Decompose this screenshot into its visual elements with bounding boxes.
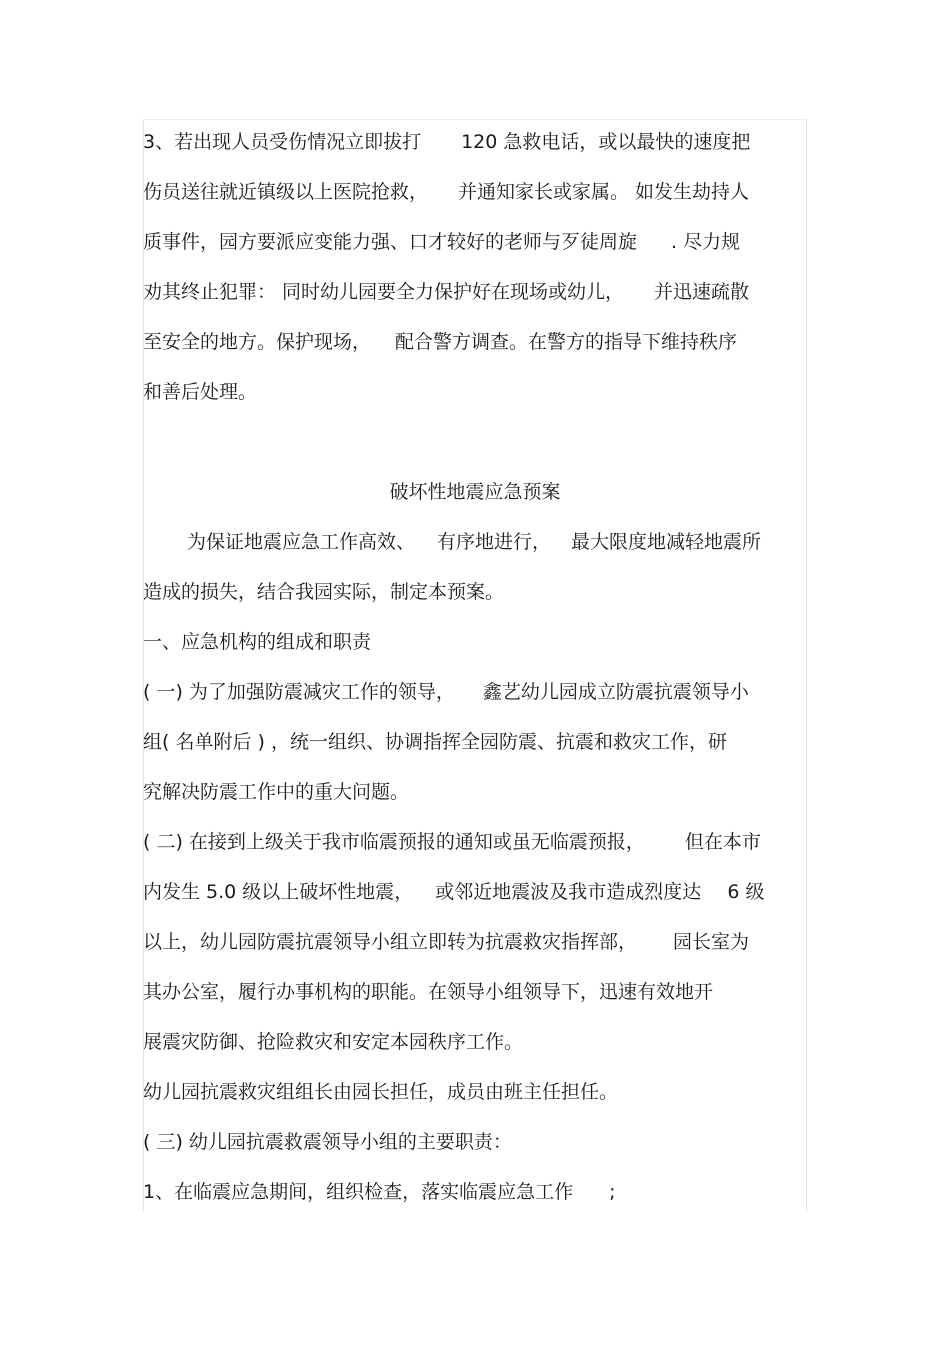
text-line <box>143 679 807 705</box>
text-segment: 造成的损失，结合我园实际，制定本预案。 <box>143 581 505 603</box>
text-line <box>143 1029 807 1055</box>
text-line <box>143 1179 807 1205</box>
text-line <box>143 229 807 255</box>
text-segment: ; <box>609 1181 616 1203</box>
heading-text: 一、应急机构的组成和职责 <box>143 631 372 653</box>
text-line <box>143 329 807 355</box>
text-segment: . 尽力规 <box>671 231 741 253</box>
text-segment: 伤员送往就近镇级以上医院抢救， <box>143 181 429 203</box>
text-segment: 或邻近地震波及我市造成烈度达 <box>435 881 702 903</box>
text-segment: 并通知家长或家属。 如发生劫持人 <box>458 181 750 203</box>
text-line <box>143 779 807 805</box>
text-line <box>143 929 807 955</box>
text-segment: 有序地进行， <box>437 531 552 553</box>
text-segment: 但在本市 <box>684 831 761 853</box>
text-segment: 为保证地震应急工作高效、 <box>187 531 416 553</box>
text-line <box>143 1129 807 1155</box>
text-segment: 园长室为 <box>673 931 750 953</box>
text-line <box>143 1079 807 1105</box>
text-line <box>143 179 807 205</box>
section-heading <box>143 629 807 655</box>
text-segment: 其办公室，履行办事机构的职能。在领导小组领导下，迅速有效地开 <box>143 981 714 1003</box>
text-segment: 配合警方调查。在警方的指导下维持秩序 <box>395 331 738 353</box>
text-line <box>143 529 807 555</box>
text-line <box>143 279 807 305</box>
text-segment: 组( 名单附后 ) ，统一组织、协调指挥全园防震、抗震和救灾工作，研 <box>143 731 727 753</box>
text-segment: ( 二) 在接到上级关于我市临震预报的通知或虽无临震预报， <box>143 831 645 853</box>
text-segment: ( 三) 幼儿园抗震救震领导小组的主要职责： <box>143 1131 512 1153</box>
text-line <box>143 579 807 605</box>
text-segment: 6 级 <box>727 881 765 903</box>
text-segment: ( 一) 为了加强防震减灾工作的领导， <box>143 681 455 703</box>
text-line <box>143 879 807 905</box>
text-segment: 展震灾防御、抢险救灾和安定本园秩序工作。 <box>143 1031 524 1053</box>
text-segment: 3、若出现人员受伤情况立即拔打 <box>143 131 422 153</box>
text-segment: 以上，幼儿园防震抗震领导小组立即转为抗震救灾指挥部， <box>143 931 638 953</box>
text-line <box>143 379 807 405</box>
text-segment: 120 急救电话，或以最快的速度把 <box>461 131 751 153</box>
text-segment: 并迅速疏散 <box>654 281 750 303</box>
section-title-text: 破坏性地震应急预案 <box>389 481 561 503</box>
text-segment: 劝其终止犯罪： 同时幼儿园要全力保护好在现场或幼儿， <box>143 281 625 303</box>
text-segment: 幼儿园抗震救灾组组长由园长担任，成员由班主任担任。 <box>143 1081 619 1103</box>
text-line <box>143 129 807 155</box>
text-segment: 质事件，园方要派应变能力强、口才较好的老师与歹徒周旋 <box>143 231 638 253</box>
text-segment: 1、在临震应急期间，组织检查，落实临震应急工作 <box>143 1181 574 1203</box>
text-segment: 鑫艺幼儿园成立防震抗震领导小 <box>482 681 749 703</box>
text-line <box>143 729 807 755</box>
text-segment: 究解决防震工作中的重大问题。 <box>143 781 410 803</box>
text-line <box>143 979 807 1005</box>
section-title <box>143 479 807 505</box>
text-segment: 和善后处理。 <box>143 381 258 403</box>
text-line <box>143 829 807 855</box>
text-segment: 内发生 5.0 级以上破坏性地震， <box>143 881 414 903</box>
text-segment: 最大限度地减轻地震所 <box>571 531 762 553</box>
text-segment: 至安全的地方。保护现场， <box>143 331 372 353</box>
